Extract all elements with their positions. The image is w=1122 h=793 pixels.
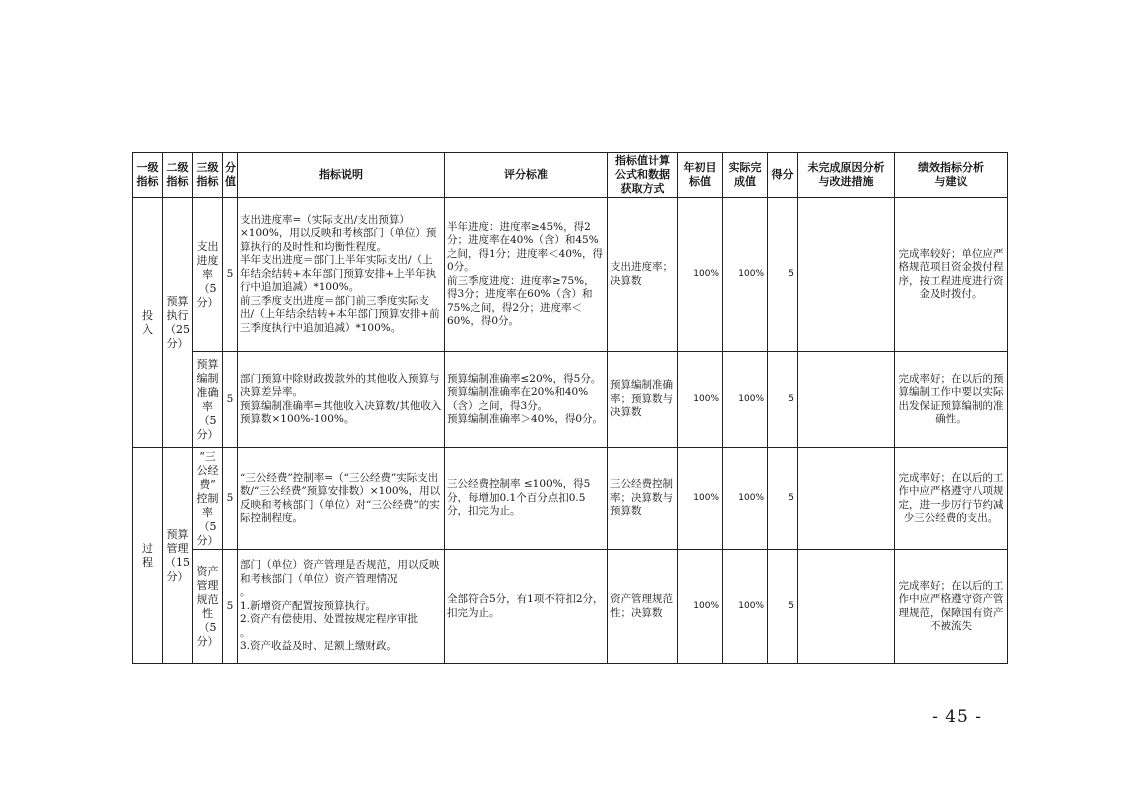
description-cell: 部门预算中除财政拨款外的其他收入预算与决算差异率。 预算编制准确率=其他收入决算数/其他收入预算数×100%-100%。 bbox=[238, 352, 445, 448]
level1-cell: 过 程 bbox=[133, 448, 163, 664]
actual-cell: 100% bbox=[723, 352, 768, 448]
reason-cell bbox=[798, 448, 895, 550]
formula-cell: 预算编制准确率；预算数与决算数 bbox=[608, 352, 678, 448]
actual-cell: 100% bbox=[723, 448, 768, 550]
suggestion-cell: 完成率好；在以后的预算编制工作中要以实际出发保证预算编制的准确性。 bbox=[895, 352, 1008, 448]
criteria-cell: 半年进度：进度率≥45%，得2分；进度率在40%（含）和45%之间，得1分；进度率＜40%，得0分。 前三季度进度：进度率≥75%，得3分；进度率在60%（含）和75%之间，得2分；进度率＜60%，得0分。 bbox=[445, 198, 608, 352]
score-value-cell: 5 bbox=[223, 448, 238, 550]
header-suggestion: 绩效指标分析 与建议 bbox=[895, 153, 1008, 198]
criteria-cell: 全部符合5分，有1项不符扣2分，扣完为止。 bbox=[445, 550, 608, 664]
score-value-cell: 5 bbox=[223, 550, 238, 664]
level3-cell: 资产 管理 规范 性 （5 分） bbox=[193, 550, 223, 664]
page-number: - 45 - bbox=[932, 707, 982, 727]
score-cell: 5 bbox=[768, 352, 798, 448]
target-cell: 100% bbox=[678, 352, 723, 448]
header-actual: 实际完 成值 bbox=[723, 153, 768, 198]
level1-cell: 投 入 bbox=[133, 198, 163, 448]
description-cell: 部门（单位）资产管理是否规范，用以反映和考核部门（单位）资产管理情况 。 1.新增资产配置按预算执行。 2.资产有偿使用、处置按规定程序审批 。 3.资产收益及时、足额上缴财政。 bbox=[238, 550, 445, 664]
formula-cell: 资产管理规范性；决算数 bbox=[608, 550, 678, 664]
header-formula: 指标值计算 公式和数据 获取方式 bbox=[608, 153, 678, 198]
level3-cell: 支出 进度 率 （5 分） bbox=[193, 198, 223, 352]
header-score-value: 分 值 bbox=[223, 153, 238, 198]
score-cell: 5 bbox=[768, 198, 798, 352]
level3-cell: 预算 编制 准确 率 （5 分） bbox=[193, 352, 223, 448]
table-row bbox=[133, 352, 1008, 448]
score-cell: 5 bbox=[768, 448, 798, 550]
score-value-cell: 5 bbox=[223, 352, 238, 448]
reason-cell bbox=[798, 550, 895, 664]
header-score: 得分 bbox=[768, 153, 798, 198]
description-cell: “三公经费”控制率=（“三公经费”实际支出数/“三公经费”预算安排数）×100%，用以反映和考核部门（单位）对“三公经费”的实际控制程度。 bbox=[238, 448, 445, 550]
reason-cell bbox=[798, 352, 895, 448]
table-header-row bbox=[133, 153, 1008, 198]
header-reason: 未完成原因分析 与改进措施 bbox=[798, 153, 895, 198]
actual-cell: 100% bbox=[723, 550, 768, 664]
header-description: 指标说明 bbox=[238, 153, 445, 198]
level3-cell: “三 公经 费” 控制 率 （5 分） bbox=[193, 448, 223, 550]
header-level3: 三级 指标 bbox=[193, 153, 223, 198]
actual-cell: 100% bbox=[723, 198, 768, 352]
performance-table bbox=[132, 152, 1008, 664]
table-row bbox=[133, 448, 1008, 550]
formula-cell: 三公经费控制率；决算数与预算数 bbox=[608, 448, 678, 550]
table-row bbox=[133, 198, 1008, 352]
header-criteria: 评分标准 bbox=[445, 153, 608, 198]
score-cell: 5 bbox=[768, 550, 798, 664]
level2-cell: 预算 执行 （25 分） bbox=[163, 198, 193, 448]
target-cell: 100% bbox=[678, 198, 723, 352]
level2-cell: 预算 管理 （15 分） bbox=[163, 448, 193, 664]
reason-cell bbox=[798, 198, 895, 352]
header-level1: 一级 指标 bbox=[133, 153, 163, 198]
criteria-cell: 预算编制准确率≤20%，得5分。 预算编制准确率在20%和40%（含）之间，得3分。 预算编制准确率＞40%，得0分。 bbox=[445, 352, 608, 448]
formula-cell: 支出进度率；决算数 bbox=[608, 198, 678, 352]
criteria-cell: 三公经费控制率 ≤100%，得5分，每增加0.1个百分点扣0.5分，扣完为止。 bbox=[445, 448, 608, 550]
target-cell: 100% bbox=[678, 550, 723, 664]
header-level2: 二级 指标 bbox=[163, 153, 193, 198]
suggestion-cell: 完成率较好；单位应严格规范项目资金拨付程序，按工程进度进行资金及时拨付。 bbox=[895, 198, 1008, 352]
suggestion-cell: 完成率好；在以后的工作中应严格遵守资产管理规范，保障国有资产不被流失 bbox=[895, 550, 1008, 664]
score-value-cell: 5 bbox=[223, 198, 238, 352]
target-cell: 100% bbox=[678, 448, 723, 550]
header-target: 年初目 标值 bbox=[678, 153, 723, 198]
suggestion-cell: 完成率好；在以后的工作中应严格遵守八项规定，进一步厉行节约减少三公经费的支出。 bbox=[895, 448, 1008, 550]
table-row bbox=[133, 550, 1008, 664]
description-cell: 支出进度率=（实际支出/支出预算）×100%，用以反映和考核部门（单位）预算执行的及时性和均衡性程度。 半年支出进度＝部门上半年实际支出/（上年结余结转+本年部门预算安排+上半年执行中追加追减）*100%。 前三季度支出进度＝部门前三季度实际支出/（上年结余结转+本年部门预算安排+前三季度执行中追加追减）*100%。 bbox=[238, 198, 445, 352]
